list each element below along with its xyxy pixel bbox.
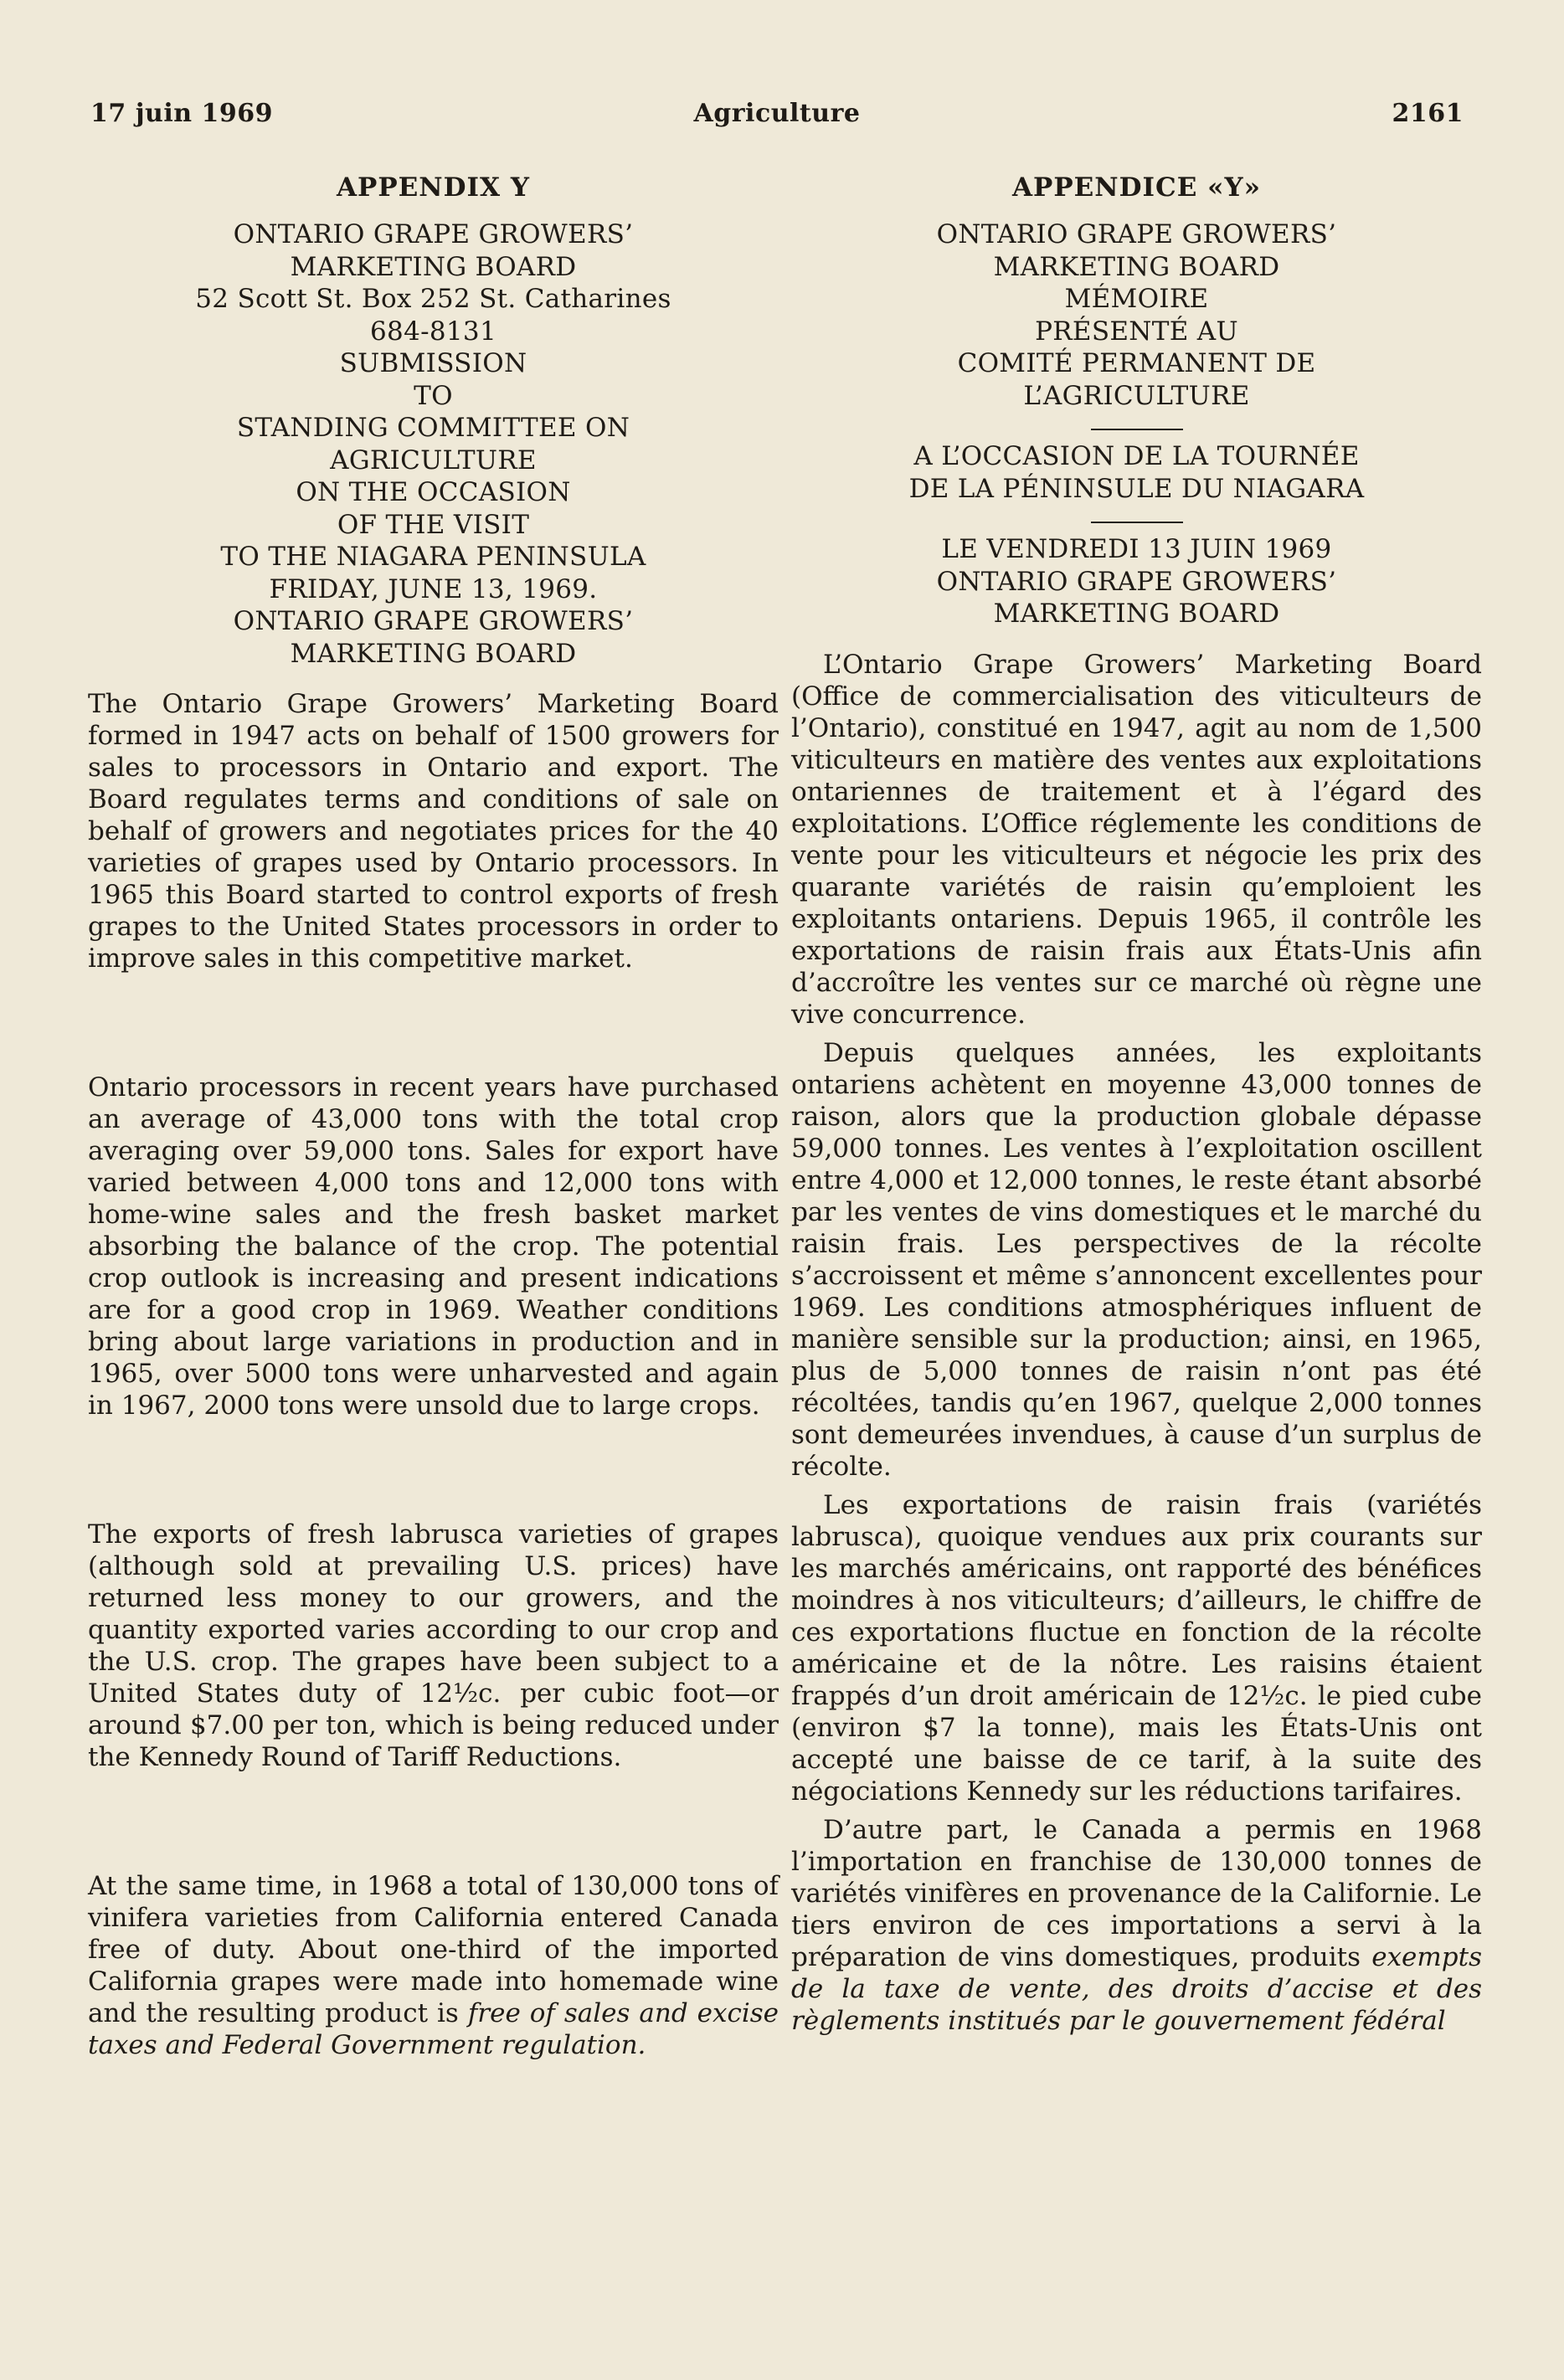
running-head (90, 99, 1464, 141)
divider-rule (1091, 429, 1183, 430)
occasion-heading (791, 440, 1482, 505)
heading-line: L’AGRICULTURE (1023, 380, 1250, 411)
french-paragraph-2: Depuis quelques années, les exploitants ontariens achètent en moyenne 43,000 tonnes de raison, alors que la production globale dépasse 59,000 tonnes. Les ventes à l’exploitation oscillent entre 4,000 et 12,000 tonnes, le reste étant absorbé par les ventes de vins domestiques et le marché du raisin frais. Les perspectives de la récolte s’accroissent et même s’annoncent excellentes pour 1969. Les conditions atmosphériques influent de manière sensible sur la production; ainsi, en 1965, plus de 5,000 tonnes de raisin n’ont pas été récoltées, tandis qu’en 1967, quelque 2,000 tonnes sont demeurées invendues, à cause d’un surplus de récolte. (791, 1037, 1482, 1482)
heading-line: MARKETING BOARD (290, 638, 577, 669)
english-paragraph-4-text: At the same time, in 1968 a total of 130,000 tons of vinifera varieties from California entered Canada free of duty. About one-third of the imported California grapes were made into homemade wine and the resulting product is (88, 1871, 779, 2028)
page-date: 17 juin 1969 (90, 99, 274, 128)
date-heading (791, 533, 1482, 630)
heading-line: MARKETING BOARD (993, 599, 1280, 629)
heading-line: TO (414, 380, 453, 411)
english-paragraph-1: The Ontario Grape Growers’ Marketing Board formed in 1947 acts on behalf of 1500 growers for sales to processors in Ontario and export. The Board regulates terms and conditions of sale on behalf of growers and negotiates prices for the 40 varieties of grapes used by Ontario processors. In 1965 this Board started to control exports of fresh grapes to the United States processors in order to improve sales in this competitive market. (88, 689, 779, 974)
english-paragraph-4-italic: free of sales and excise taxes and Federal Government regulation. (88, 1998, 779, 2060)
heading-line: MÉMOIRE (1064, 284, 1209, 314)
heading-line: LE VENDREDI 13 JUIN 1969 (941, 534, 1332, 564)
heading-line: ONTARIO GRAPE GROWERS’ (233, 219, 634, 249)
french-paragraph-3: Les exportations de raisin frais (variétés labrusca), quoique vendues aux prix courants sur les marchés américains, ont rapporté des bénéfices moindres à nos viticulteurs; d’ailleurs, le chiffre de ces exportations fluctue en fonction de la récolte américaine et de la nôtre. Les raisins étaient frappés d’un droit américain de 12½c. le pied cube (environ $7 la tonne), mais les États-Unis ont accepté une baisse de ce tarif, à la suite des négociations Kennedy sur les réductions tarifaires. (791, 1489, 1482, 1807)
heading-line: AGRICULTURE (330, 445, 537, 475)
heading-line: OF THE VISIT (337, 509, 530, 540)
french-paragraph-4-text: D’autre part, le Canada a permis en 1968 l’importation en franchise de 130,000 tonnes de variétés vinifères en provenance de la Californie. Le tiers environ de ces importations a servi à la préparation de vins domestiques, produits (791, 1814, 1482, 1972)
heading-line: PRÉSENTÉ AU (1035, 316, 1238, 347)
french-paragraph-4 (791, 1814, 1482, 2037)
divider-rule (1091, 522, 1183, 523)
heading-line: MARKETING BOARD (290, 251, 577, 282)
heading-line: COMITÉ PERMANENT DE (957, 348, 1316, 378)
heading-line: MARKETING BOARD (993, 251, 1280, 282)
heading-line: FRIDAY, JUNE 13, 1969. (269, 573, 598, 604)
heading-line: DE LA PÉNINSULE DU NIAGARA (908, 473, 1365, 504)
french-column (791, 172, 1482, 2037)
heading-line: TO THE NIAGARA PENINSULA (220, 542, 646, 572)
heading-line: ONTARIO GRAPE GROWERS’ (936, 566, 1337, 597)
section-title: Agriculture (693, 99, 861, 128)
heading-line: 684-8131 (370, 316, 496, 347)
appendix-title: APPENDIX Y (337, 172, 530, 203)
heading-line: ON THE OCCASION (296, 477, 571, 507)
heading-line: ONTARIO GRAPE GROWERS’ (233, 606, 634, 636)
appendix-title-fr: APPENDICE «Y» (1012, 172, 1261, 203)
heading-line: A L’OCCASION DE LA TOURNÉE (913, 441, 1360, 471)
memoire-heading (791, 218, 1482, 412)
heading-line: SUBMISSION (339, 348, 527, 378)
english-column (88, 172, 779, 2061)
page-number: 2161 (1392, 99, 1464, 128)
english-paragraph-3: The exports of fresh labrusca varieties of grapes (although sold at prevailing U.S. prices) have returned less money to our growers, and the quantity exported varies according to our crop and the U.S. crop. The grapes have been subject to a United States duty of 12½c. per cubic foot—or around $7.00 per ton, which is being reduced under the Kennedy Round of Tariff Reductions. (88, 1519, 779, 1772)
heading-line: 52 Scott St. Box 252 St. Catharines (195, 284, 671, 314)
french-paragraph-1: L’Ontario Grape Growers’ Marketing Board (Office de commercialisation des viticulteurs de l’Ontario), constitué en 1947, agit au nom de 1,500 viticulteurs en matière des ventes aux exploitations ontariennes de traitement et à l’égard des exploitations. L’Office réglemente les conditions de vente pour les viticulteurs et négocie les prix des quarante variétés de raisin qu’emploient les exploitants ontariens. Depuis 1965, il contrôle les exportations de raisin frais aux États-Unis afin d’accroître les ventes sur ce marché où règne une vive concurrence. (791, 649, 1482, 1030)
french-paragraph-4-italic: exempts de la taxe de vente, des droits d’accise et des règlements institués par le gouvernement fédéral (791, 1941, 1482, 2036)
submission-heading (88, 218, 779, 670)
heading-line: STANDING COMMITTEE ON (236, 413, 630, 443)
english-paragraph-4 (88, 1870, 779, 2061)
english-paragraph-2: Ontario processors in recent years have purchased an average of 43,000 tons with the total crop averaging over 59,000 tons. Sales for export have varied between 4,000 tons and 12,000 tons with home-wine sales and the fresh basket market absorbing the balance of the crop. The potential crop outlook is increasing and present indications are for a good crop in 1969. Weather conditions bring about large variations in production and in 1965, over 5000 tons were unharvested and again in 1967, 2000 tons were unsold due to large crops. (88, 1072, 779, 1421)
heading-line: ONTARIO GRAPE GROWERS’ (936, 219, 1337, 249)
